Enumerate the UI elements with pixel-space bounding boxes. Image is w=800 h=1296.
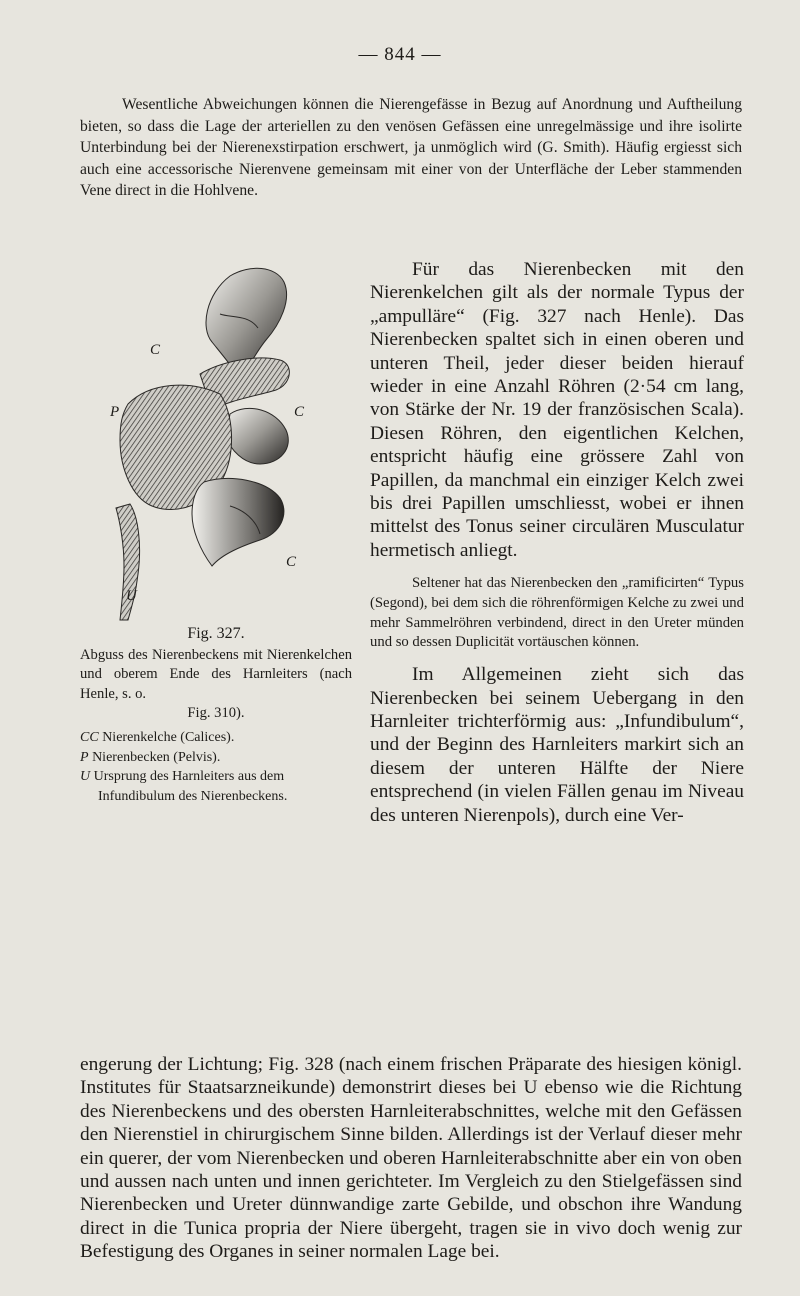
bottom-paragraph [80, 1053, 742, 1264]
legend-symbol: CC [80, 729, 99, 745]
legend-text: Nierenbecken (Pelvis). [92, 749, 221, 765]
figure-caption [80, 624, 352, 806]
legend-item [80, 767, 352, 806]
legend-item [80, 748, 352, 768]
renal-pelvis-illustration [80, 254, 354, 624]
figure-327 [80, 254, 354, 624]
legend-text: Nierenkelche (Calices). [102, 729, 235, 745]
figure-letter-p: P [110, 404, 120, 420]
bottom-text: engerung der Lichtung; Fig. 328 (nach einem frischen Präparate des hiesigen königl. Institutes für Staatsarzneikunde) demonstrirt dieses bei U ebenso wie die Richtung des Nierenbeckens und des obersten Harnleiterabschnittes, welche mit den Gefässen den Nierenstiel in chirurgischem Sinne bilden. Allerdings ist der Verlauf dieser mehr ein querer, der vom Nierenbecken und oberen Harnleiterabschnitte aber ein von oben und aussen nach unten und innen gerichteter. Im Vergleich zu den Stielgefässen sind Nierenbecken und Ureter dünnwandige zarte Gebilde, und obschon ihre Wandung direct in die Tunica propria der Niere übergeht, tragen sie in vivo doch wenig zur Befestigung des Organes in seiner normalen Lage bei. [80, 1054, 742, 1263]
intro-paragraph [80, 94, 742, 202]
paragraph-infundibulum: Im Allgemeinen zieht sich das Nierenbecken bei seinem Uebergang in den Harnleiter trichterförmig aus: „Infundibulum“, und der Beginn des Harnleiters markirt sich an diesem der unteren Hälfte der Niere entsprechend (in vielen Fällen genau im Niveau des unteren Nierenpols), durch eine Ver- [370, 664, 744, 826]
figure-letter-c-lower: C [286, 554, 297, 570]
middle-calyx-shape [226, 408, 288, 464]
figure-description: Abguss des Nierenbeckens mit Nierenkelchen und oberem Ende des Harnleiters (nach Henle, s. o. [80, 646, 352, 702]
lower-calyx-shape [192, 479, 284, 566]
right-column [370, 258, 744, 827]
figure-label: Fig. 327. [187, 625, 245, 642]
intro-text: Wesentliche Abweichungen können die Nierengefässe in Bezug auf Anordnung und Auftheilung bieten, so dass die Lage der arteriellen zu den venösen Gefässen eine unregelmässige und ihre isolirte Unterbindung bei der Nierenexstirpation erschwert, ja unmöglich wird (G. Smith). Häufig ergiesst sich auch eine accessorische Nierenvene gemeinsam mit einer von der Unterfläche der Leber stammenden Vene direct in die Hohlvene. [80, 96, 742, 199]
figure-letter-c-right: C [294, 404, 305, 420]
legend-symbol: U [80, 769, 91, 785]
paragraph-ramified-type: Seltener hat das Nierenbecken den „ramificirten“ Typus (Segond), bei dem sich die röhrenförmigen Kelche zu zwei und mehr Sammelröhren verbindend, direct in den Ureter münden und so dessen Duplicität vortäuschen können. [370, 575, 744, 651]
figure-letter-c-left: C [150, 342, 161, 358]
paragraph-ampullary-type: Für das Nierenbecken mit den Nierenkelchen gilt als der normale Typus der „ampulläre“ (Fig. 327 nach Henle). Das Nierenbecken spaltet sich in einen oberen und unteren Theil, jeder dieser beiden hierauf wieder in eine Anzahl Röhren (2·54 cm lang, von Stärke der Nr. 19 der französischen Scala). Diesen Röhren, den eigentlichen Kelchen, entspricht häufig eine grössere Zahl von Papillen, da manchmal ein einziger Kelch zwei bis drei Papillen umschliesst, wobei er ihnen mittelst des Tonus seiner circulären Musculatur hermetisch anliegt. [370, 259, 744, 561]
figure-legend [80, 728, 352, 806]
figure-description-end: Fig. 310). [187, 705, 245, 722]
figure-letter-u: U [126, 588, 137, 604]
legend-item [80, 728, 352, 748]
legend-symbol: P [80, 749, 89, 765]
page-number: — 844 — [358, 44, 442, 65]
legend-text: Ursprung des Harnleiters aus dem Infundibulum des Nierenbeckens. [93, 769, 288, 804]
